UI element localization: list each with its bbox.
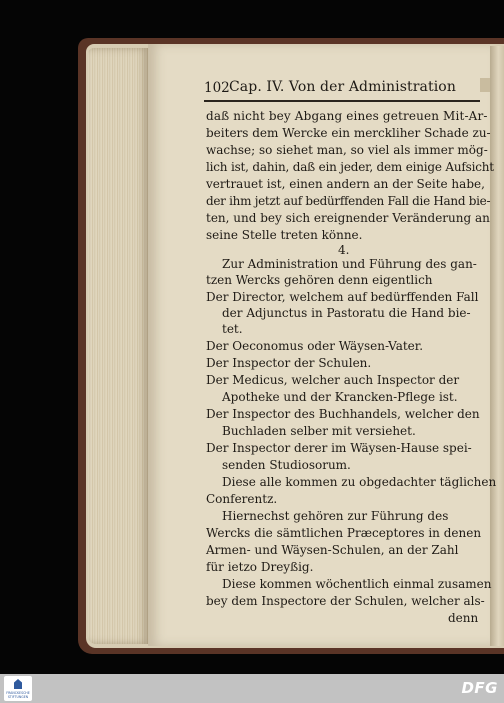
running-head: Cap. IV. Von der Administration [229, 79, 456, 95]
running-head-rule [204, 100, 480, 102]
text-line: Armen- und Wäysen-Schulen, an der Zahl [206, 543, 459, 557]
text-line: Hiernechst gehören zur Führung des [222, 509, 449, 523]
text-line: bey dem Inspectore der Schulen, welcher als- [206, 594, 485, 608]
text-line: Der Director, welchem auf bedürffenden Fall [206, 290, 479, 304]
library-logo-text: FRANCKESCHE [6, 691, 30, 695]
text-line: Conferentz. [206, 492, 278, 506]
text-line: vertrauet ist, einen andern an der Seite habe, [206, 177, 485, 191]
text-line: Wercks die sämtlichen Præceptores in denen [206, 526, 482, 540]
section-number: 4. [338, 243, 350, 257]
text-line: der ihm jetzt auf bedürffenden Fall die Hand bie- [206, 194, 491, 208]
facing-page-edge [490, 46, 504, 646]
text-line: seine Stelle treten könne. [206, 228, 363, 242]
viewer-footer-bar [0, 674, 504, 703]
page-number: 102 [204, 80, 230, 96]
text-line: für ietzo Dreyßig. [206, 560, 314, 574]
library-logo[interactable] [4, 676, 32, 701]
text-line: Buchladen selber mit versiehet. [222, 424, 416, 438]
text-line: Der Inspector derer im Wäysen-Hause spei- [206, 441, 472, 455]
text-line: tet. [222, 322, 243, 336]
text-line: Diese alle kommen zu obgedachter täglichen [222, 475, 497, 489]
text-line: tzen Wercks gehören denn eigentlich [206, 273, 433, 287]
page-corner-fold [480, 78, 490, 92]
text-line: ten, und bey sich ereignender Veränderung an [206, 211, 490, 225]
text-line: beiters dem Wercke ein merckliher Schade zu- [206, 126, 491, 140]
dfg-logo[interactable]: DFG [461, 679, 498, 697]
library-logo-text: STIFTUNGEN [7, 695, 29, 699]
library-emblem-icon [14, 679, 22, 689]
text-line: lich ist, dahin, daß ein jeder, dem einige Aufsicht [206, 160, 494, 174]
text-line: Diese kommen wöchentlich einmal zusamen [222, 577, 492, 591]
text-line: Der Oeconomus oder Wäysen-Vater. [206, 339, 424, 353]
text-line: daß nicht bey Abgang eines getreuen Mit-Ar- [206, 109, 488, 123]
text-line: Apotheke und der Krancken-Pflege ist. [222, 390, 458, 404]
text-line: senden Studiosorum. [222, 458, 351, 472]
text-line: Der Inspector der Schulen. [206, 356, 372, 370]
page-edges [88, 48, 150, 644]
text-line: wachse; so siehet man, so viel als immer mög- [206, 143, 488, 157]
text-line: Zur Administration und Führung des gan- [222, 257, 477, 271]
catchword: denn [448, 611, 479, 625]
text-line: Der Medicus, welcher auch Inspector der [206, 373, 460, 387]
text-line: der Adjunctus in Pastoratu die Hand bie- [222, 306, 471, 320]
text-line: Der Inspector des Buchhandels, welcher den [206, 407, 480, 421]
